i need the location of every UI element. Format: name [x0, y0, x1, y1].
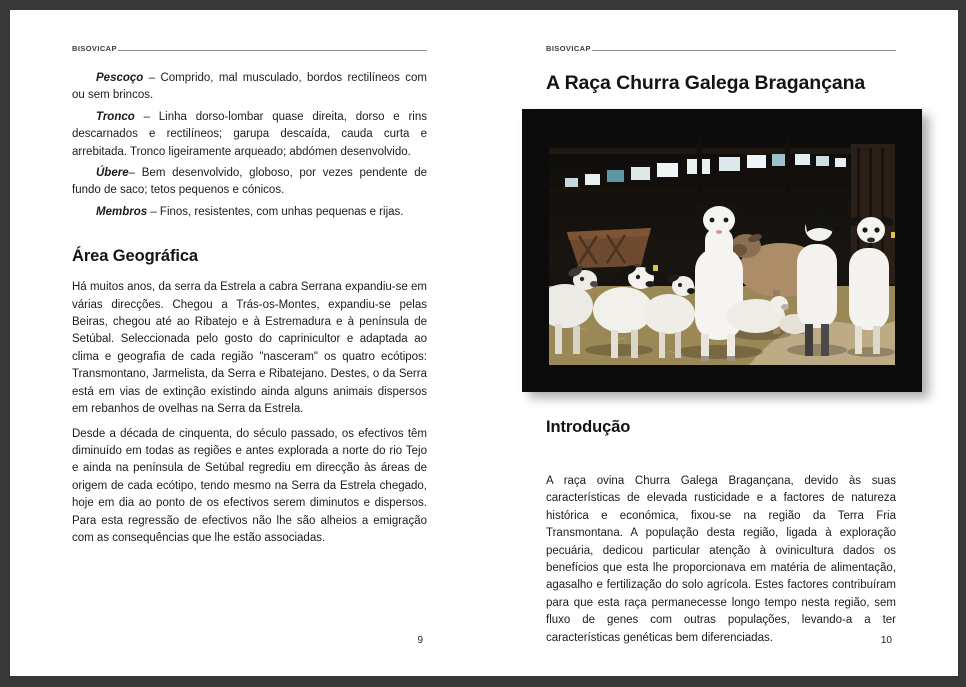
trait-term: Membros [96, 205, 148, 218]
chapter-title: A Raça Churra Galega Bragançana [546, 72, 866, 94]
photo-frame [522, 109, 922, 392]
trait-description: Comprido, mal musculado, bordos rectilíneos com ou sem brincos. [72, 72, 427, 102]
trait-membros [72, 204, 427, 221]
trait-description: Bem desenvolvido, globoso, por vezes pendente de fundo de saco; tetos pequenos e cónicos. [72, 167, 428, 197]
trait-term: Tronco [96, 110, 135, 123]
page-number: 9 [417, 635, 423, 646]
paragraph: Há muitos anos, da serra da Estrela a cabra Serrana expandiu-se em várias direcções. Chegou a Trás-os-Montes, expandiu-se pelas Beiras, chegou até ao Ribatejo e à Estremadura e à península de Setúbal. Seleccionada pelo gosto do caprinicultor e adaptada ao clima e geografia de cada região "nasceram" os quatro ecótipos: Transmontano, Jarmelista, da Serra e Ribatejano. Destes, o da Serra está em vias de extinção existindo ainda alguns animais dispersos em rebanhos de ovelhas na Serra da Estrela. [72, 281, 427, 416]
section-heading-introducao: Introdução [546, 418, 631, 436]
paragraph: A raça ovina Churra Galega Bragançana, devido às suas características de elevada rusticidade e a factores de natureza histórica e económica, fixou-se na região da Terra Fria Transmontana. A população desta região, ligada à exploração pecuária, dedicou particular atenção à ovinicultura dados os benefícios que esta lhe proporcionava em matéria de alimentação, agasalho e fertilização do solo agrícola. Estes factores contribuíram para que esta raça permanecesse longo tempo nesta região, sem fluxo de genes com outras populações, levando-a a ter características genéticas bem diferenciadas. [546, 475, 896, 644]
sheep-flock-photo [549, 136, 895, 365]
trait-list [72, 70, 427, 221]
trait-term: Úbere [96, 167, 129, 180]
body-text [72, 279, 427, 547]
running-header [546, 40, 896, 52]
trait-separator: – [134, 110, 159, 123]
trait-description: Finos, resistentes, com unhas pequenas e rijas. [159, 205, 404, 218]
page-number: 10 [880, 635, 892, 646]
section-heading-area-geografica: Área Geográfica [72, 247, 198, 266]
paragraph: Desde a década de cinquenta, do século passado, os efectivos têm diminuído em todas as regiões e antes explorada a norte do rio Tejo e ainda na península de Setúbal regrediu em direcção às áreas de origem de cada ecótipo, tendo mesmo na Serra da Estrela chegado, hoje em dia ao ponto de os efectivos serem diminutos e dispersos. Para esta regressão de efectivos não lhe são alheios a emigração com as consequências que lhe estão associadas. [72, 427, 427, 544]
trait-separator: – [128, 167, 142, 180]
trait-description: Linha dorso-lombar quase direita, dorso e rins descarnados e rectilíneos; garupa descaída, cauda curta e arrebitada. Tronco ligeiramente arqueado; abdómen desenvolvido. [72, 110, 427, 158]
trait-tronco [72, 109, 427, 161]
header-rule [118, 50, 427, 51]
two-page-spread [10, 10, 958, 676]
page-10 [480, 10, 958, 676]
running-header [72, 40, 427, 52]
page-9 [10, 10, 480, 676]
running-header-text: BISOVICAP [546, 43, 591, 53]
trait-ubere [72, 165, 427, 200]
trait-term: Pescoço [96, 72, 144, 84]
ear-tag [891, 232, 895, 238]
body-text [546, 473, 896, 647]
trait-separator: – [143, 72, 161, 84]
trait-pescoco [72, 70, 427, 105]
running-header-text: BISOVICAP [72, 43, 117, 53]
ear-tag [653, 265, 658, 271]
header-rule [592, 50, 896, 51]
trait-separator: – [147, 205, 160, 218]
